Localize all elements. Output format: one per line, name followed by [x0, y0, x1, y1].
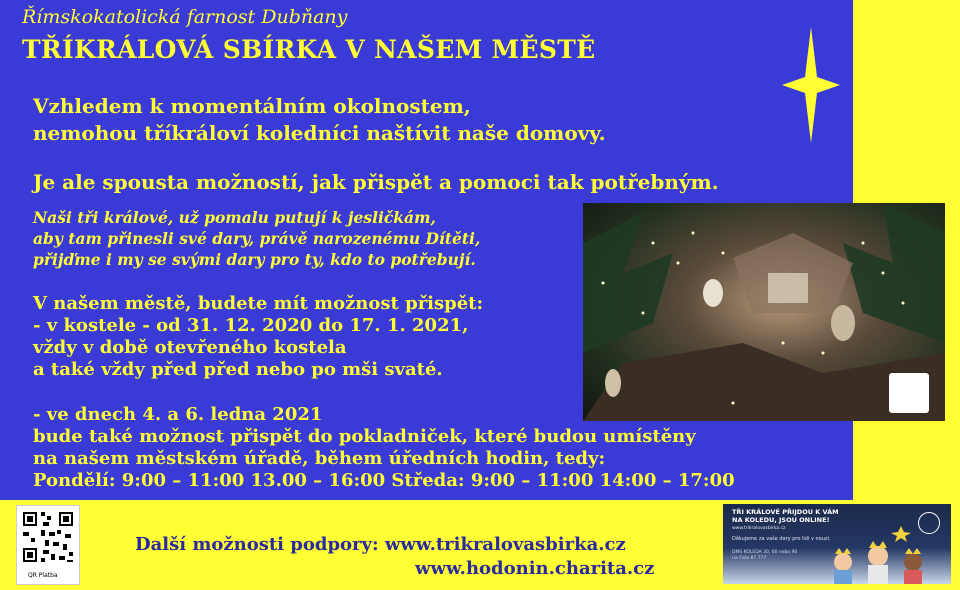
church-line: V našem městě, budete mít možnost přispět:: [33, 293, 484, 314]
church-line: vždy v době otevřeného kostela: [33, 337, 347, 358]
banner-headline: TŘI KRÁLOVÉ PŘIJDOU K VÁM NA KOLEDU, JSOU ONLINE!: [732, 508, 839, 524]
poem-line: aby tam přinesli své dary, právě narozenému Dítěti,: [33, 229, 481, 248]
support-link[interactable]: Další možnosti podpory: www.trikralovasbirka.cz: [135, 534, 626, 555]
banner-url: www.trikralovasbirka.cz: [732, 526, 786, 531]
qr-code-icon: [17, 506, 79, 568]
poem-line: Naši tři králové, už pomalu putují k jesličkám,: [33, 208, 436, 227]
charita-link[interactable]: www.hodonin.charita.cz: [415, 558, 655, 579]
three-kings-icon: [723, 504, 951, 584]
nativity-photo: [583, 203, 945, 421]
lead-line: Vzhledem k momentálním okolnostem,: [33, 94, 471, 118]
poem-text: [33, 207, 480, 270]
parish-name: Římskokatolická farnost Dubňany: [22, 6, 348, 28]
online-banner[interactable]: [723, 504, 951, 584]
office-hours: Pondělí: 9:00 – 11:00 13.00 – 16:00 Středa: 9:00 – 11:00 14:00 – 17:00: [33, 470, 735, 491]
page-title: TŘÍKRÁLOVÁ SBÍRKA V NAŠEM MĚSTĚ: [22, 35, 596, 64]
church-info: [33, 293, 483, 381]
church-line: a také vždy před před nebo po mši svaté.: [33, 359, 443, 380]
lead-line: nemohou tříkráloví koledníci naštívit naše domovy.: [33, 121, 606, 145]
office-line: na našem městském úřadě, během úředních hodin, tedy:: [33, 448, 606, 469]
lead-text: [33, 93, 606, 147]
church-line: - v kostele - od 31. 12. 2020 do 17. 1. 2021,: [33, 315, 469, 336]
office-line: bude také možnost přispět do pokladniček, které budou umístěny: [33, 426, 696, 447]
poem-line: přijďme i my se svými dary pro ty, kdo to potřebují.: [33, 250, 476, 269]
sbirka-logo-icon: [889, 373, 929, 413]
qr-caption: QR Platba: [28, 572, 58, 579]
star-icon: [782, 27, 840, 143]
office-line: - ve dnech 4. a 6. ledna 2021: [33, 404, 323, 425]
banner-thanks: Děkujeme za vaše dary pro lidi v nouzi.: [732, 536, 831, 542]
banner-sms: DMS KOLEDA 30, 60 nebo 90 na číslo 87 777: [732, 550, 798, 561]
lead2-text: Je ale spousta možností, jak přispět a pomoci tak potřebným.: [33, 170, 719, 194]
